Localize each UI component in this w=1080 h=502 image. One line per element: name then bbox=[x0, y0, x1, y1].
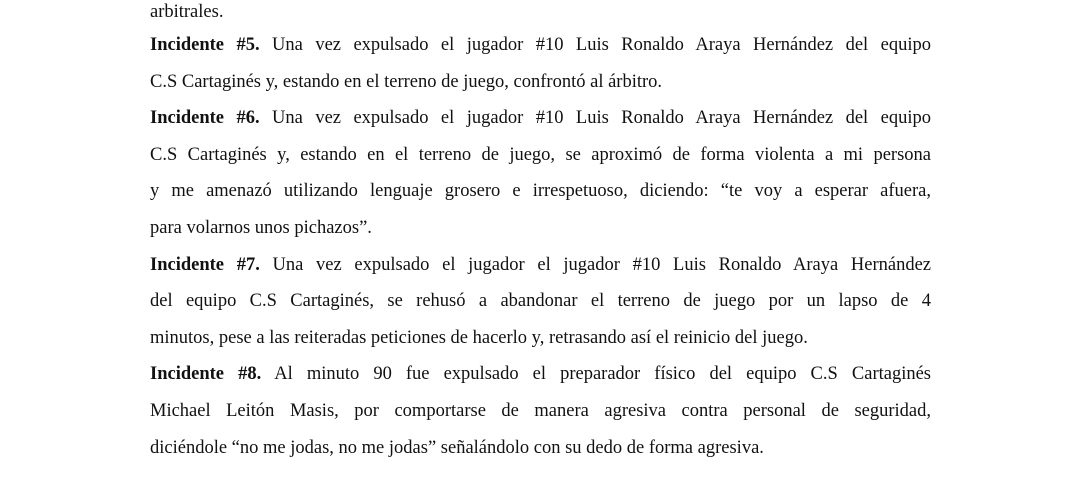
text-line bbox=[150, 210, 931, 247]
line-text: C.S Cartaginés y, estando en el terreno de juego, confrontó al árbitro. bbox=[150, 71, 663, 92]
incident-7-line bbox=[150, 247, 931, 284]
incident-6-line bbox=[150, 100, 931, 137]
text-line bbox=[150, 64, 931, 101]
line-text: y me amenazó utilizando lenguaje grosero e irrespetuoso, diciendo: “te voy a esperar afuera, bbox=[150, 181, 931, 202]
text-line bbox=[150, 283, 931, 320]
incident-6-label: Incidente #6. bbox=[150, 108, 260, 129]
text-line bbox=[150, 393, 931, 430]
incident-5-line bbox=[150, 27, 931, 64]
text-line bbox=[150, 173, 931, 210]
text-line bbox=[150, 320, 931, 357]
incident-8-label: Incidente #8. bbox=[150, 364, 262, 385]
line-text: Al minuto 90 fue expulsado el preparador físico del equipo C.S Cartaginés bbox=[261, 364, 932, 385]
line-text: para volarnos unos pichazos”. bbox=[150, 217, 372, 238]
incident-5-label: Incidente #5. bbox=[150, 35, 260, 55]
text-line bbox=[150, 137, 931, 174]
line-text: Una vez expulsado el jugador el jugador #10 Luis Ronaldo Araya Hernández bbox=[259, 254, 931, 275]
line-text: diciéndole “no me jodas, no me jodas” señalándolo con su dedo de forma agresiva. bbox=[150, 437, 764, 458]
line-text: minutos, pese a las reiteradas peticiones de hacerlo y, retrasando así el reinicio del juego. bbox=[150, 327, 808, 348]
incident-8-line bbox=[150, 356, 931, 393]
line-text: Michael Leitón Masis, por comportarse de manera agresiva contra personal de seguridad, bbox=[150, 400, 931, 421]
line-text: Una vez expulsado el jugador #10 Luis Ronaldo Araya Hernández del equipo bbox=[259, 35, 931, 55]
line-text: Una vez expulsado el jugador #10 Luis Ronaldo Araya Hernández del equipo bbox=[259, 108, 931, 129]
text-line bbox=[150, 0, 931, 27]
text-line bbox=[150, 430, 931, 467]
line-text: del equipo C.S Cartaginés, se rehusó a abandonar el terreno de juego por un lapso de 4 bbox=[150, 291, 931, 312]
report-text bbox=[150, 0, 931, 466]
line-text: arbitrales. bbox=[150, 2, 224, 22]
line-text: C.S Cartaginés y, estando en el terreno de juego, se aproximó de forma violenta a mi persona bbox=[150, 144, 931, 165]
incident-7-label: Incidente #7. bbox=[150, 254, 260, 275]
